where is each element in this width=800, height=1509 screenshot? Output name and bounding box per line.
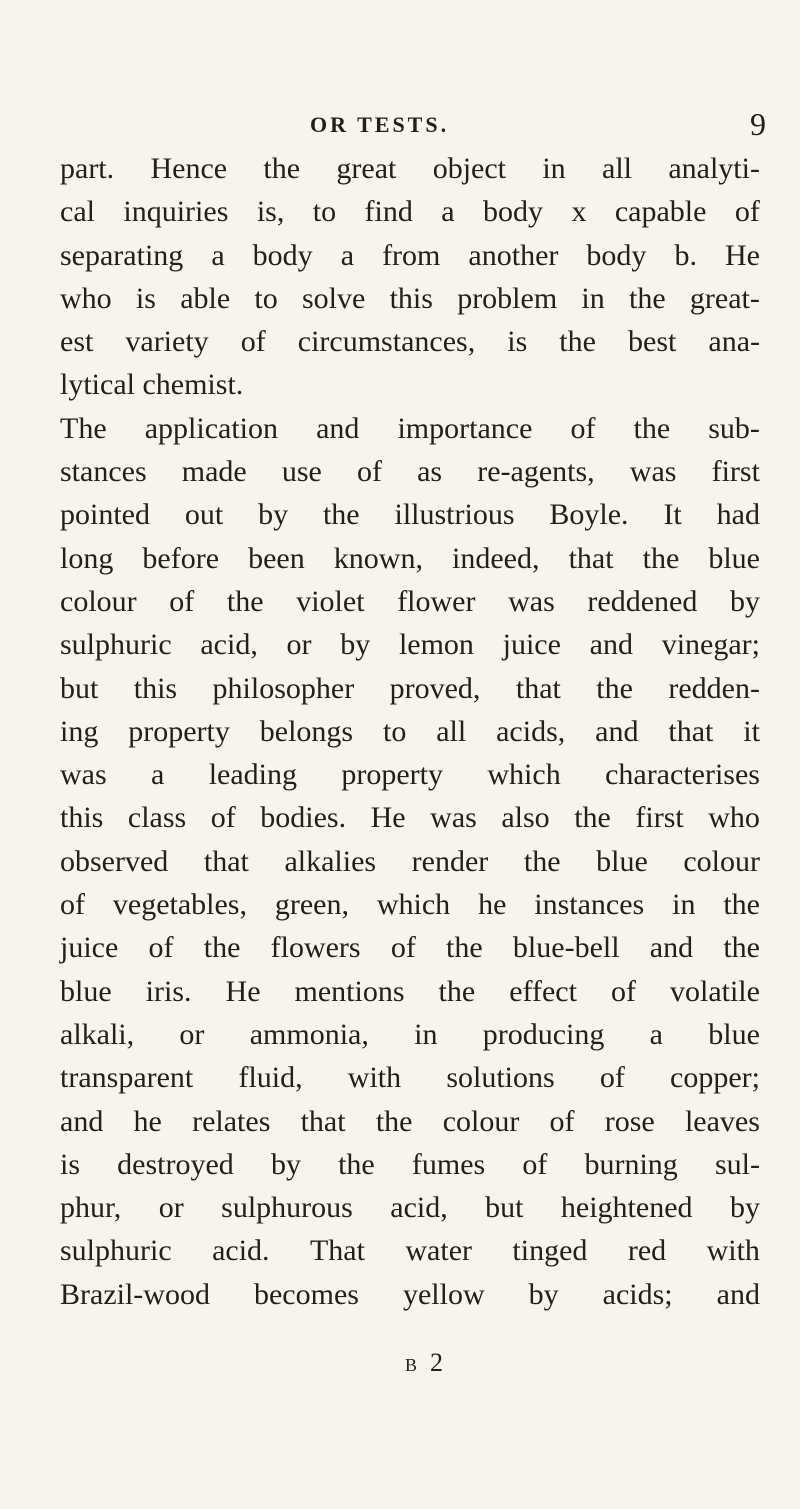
word: characterises (605, 758, 760, 792)
word: analyti- (668, 152, 760, 185)
word: He (724, 238, 760, 272)
word: the (322, 498, 360, 532)
word: was (508, 584, 555, 618)
word: find (364, 195, 413, 229)
text-line (60, 234, 760, 277)
word: burning (584, 1147, 678, 1181)
text-line (60, 1186, 760, 1229)
text-line (60, 1056, 760, 1099)
word: out (184, 498, 224, 532)
word: of (549, 1104, 575, 1138)
word: stances (60, 455, 147, 489)
word: Boyle. (549, 498, 629, 532)
word: by (729, 1191, 760, 1225)
word: of (522, 1147, 548, 1181)
word: blue-bell (512, 931, 620, 965)
word: great (336, 152, 397, 185)
text-line (60, 450, 760, 493)
word: is (507, 325, 528, 359)
word: of (169, 584, 195, 618)
word: That (309, 1234, 365, 1268)
word: est (60, 325, 94, 359)
text-line (60, 1273, 760, 1316)
word: it (743, 714, 760, 748)
word: transparent (60, 1061, 194, 1095)
word: variety (125, 325, 209, 359)
word: fluid, (238, 1061, 303, 1095)
text-line (60, 970, 760, 1013)
printer-signature-mark (405, 1348, 443, 1378)
word: re-agents, (477, 455, 595, 489)
word: or (286, 628, 312, 662)
word: body (586, 238, 647, 272)
word: b. (674, 238, 697, 272)
word: of (240, 325, 266, 359)
word: the (446, 931, 483, 965)
page-number: 9 (750, 106, 766, 142)
word: a (649, 1017, 663, 1051)
word: with (347, 1061, 402, 1095)
text-line (60, 580, 760, 623)
word: effect (509, 974, 577, 1008)
word: was (629, 455, 677, 489)
word: another (468, 238, 559, 272)
word: He (370, 801, 406, 835)
word: a (340, 238, 355, 272)
word: becomes (253, 1277, 359, 1311)
text-line (60, 320, 760, 363)
word: ing (60, 714, 99, 748)
word: vegetables, (112, 888, 247, 922)
word: leading (208, 758, 298, 792)
word: green, (274, 888, 349, 922)
word: as (417, 455, 443, 489)
word: or (158, 1191, 184, 1225)
word: that (515, 671, 561, 705)
word: this (133, 671, 178, 705)
word: part. (60, 152, 115, 185)
word: by (258, 498, 289, 532)
word: of (599, 1061, 625, 1095)
word: a (211, 238, 225, 272)
word: bodies. (260, 801, 347, 835)
word: in (672, 888, 696, 922)
word: acids, (496, 714, 566, 748)
body-text (60, 147, 760, 1316)
word: by (528, 1277, 559, 1311)
word: rose (604, 1104, 655, 1138)
word: and (589, 628, 633, 662)
word: render (411, 844, 489, 878)
word: ana- (708, 325, 760, 359)
word: of (60, 888, 85, 922)
word: iris. (145, 974, 192, 1008)
word: use (281, 455, 322, 489)
word: Brazil-wood (60, 1277, 210, 1311)
word: property (128, 714, 230, 748)
word: importance (397, 411, 533, 445)
word: reddened (587, 584, 698, 618)
text-line (60, 840, 760, 883)
word: to (382, 714, 407, 748)
word: the (226, 584, 264, 618)
word: sul- (714, 1147, 760, 1181)
word: volatile (669, 974, 760, 1008)
word: was (60, 758, 107, 792)
word: juice (60, 931, 119, 965)
word: application (144, 411, 278, 445)
word: but (485, 1191, 524, 1225)
word: colour (683, 844, 760, 878)
word: this (60, 801, 104, 835)
running-head (0, 106, 800, 152)
word: with (706, 1234, 760, 1268)
word: leaves (684, 1104, 760, 1138)
running-head-title: OR TESTS. (310, 112, 450, 137)
text-line (60, 926, 760, 969)
word: sulphuric (60, 628, 172, 662)
word: alkalies (284, 844, 377, 878)
word: philosopher (212, 671, 355, 705)
word: also (501, 801, 550, 835)
word: of (390, 931, 416, 965)
signature-number: 2 (430, 1348, 444, 1377)
word: which (376, 888, 451, 922)
word: fumes (411, 1147, 486, 1181)
word: solutions (446, 1061, 555, 1095)
word: to (254, 281, 278, 315)
word: destroyed (117, 1147, 234, 1181)
word: and (595, 714, 639, 748)
word: this (389, 281, 433, 315)
word: juice (502, 628, 561, 662)
word: the (574, 801, 611, 835)
text-line: lytical chemist. (60, 368, 244, 402)
word: first (635, 801, 684, 835)
word: body (252, 238, 313, 272)
word: x (571, 195, 587, 229)
text-line (60, 493, 760, 536)
word: yellow (402, 1277, 485, 1311)
text-line (60, 1100, 760, 1143)
word: the (559, 325, 596, 359)
word: colour (442, 1104, 520, 1138)
word: that (668, 714, 714, 748)
word: belongs (259, 714, 354, 748)
word: It (663, 498, 682, 532)
word: circumstances, (297, 325, 476, 359)
word: proved, (389, 671, 481, 705)
word: class (127, 801, 187, 835)
word: sulphurous (221, 1191, 353, 1225)
word: a (441, 195, 455, 229)
word: and (649, 931, 694, 965)
word: blue (60, 974, 112, 1008)
word: known, (333, 541, 423, 575)
word: capable (614, 195, 707, 229)
word: relates (192, 1104, 271, 1138)
word: was (430, 801, 477, 835)
text-line (60, 407, 760, 450)
word: colour (60, 584, 137, 618)
word: flower (397, 584, 476, 618)
word: tinged (512, 1234, 588, 1268)
word: able (180, 281, 231, 315)
word: he (133, 1104, 162, 1138)
word: and (60, 1104, 104, 1138)
word: of (610, 974, 636, 1008)
word: before (142, 541, 220, 575)
word: separating (60, 238, 184, 272)
word: the (629, 281, 666, 315)
word: He (225, 974, 261, 1008)
word: the (596, 671, 633, 705)
word: who (60, 281, 112, 315)
word: blue (708, 541, 760, 575)
word: alkali, (60, 1017, 135, 1051)
text-line (60, 277, 760, 320)
word: pointed (60, 498, 150, 532)
word: in (414, 1017, 438, 1051)
text-line (60, 190, 760, 233)
word: he (478, 888, 507, 922)
word: cal (60, 195, 95, 229)
word: which (487, 758, 561, 792)
text-line (60, 1143, 760, 1186)
word: copper; (670, 1061, 760, 1095)
word: to (312, 195, 337, 229)
word: lemon (398, 628, 474, 662)
word: water (405, 1234, 472, 1268)
text-line (60, 710, 760, 753)
text-line (60, 753, 760, 796)
word: blue (596, 844, 648, 878)
word: that (203, 844, 249, 878)
word: the (723, 931, 760, 965)
word: body (483, 195, 544, 229)
word: problem (457, 281, 558, 315)
word: ammonia, (249, 1017, 369, 1051)
word: The (60, 411, 107, 445)
word: the (438, 974, 476, 1008)
word: the (642, 541, 680, 575)
word: of (570, 411, 596, 445)
word: but (60, 671, 99, 705)
word: property (341, 758, 444, 792)
word: great- (689, 281, 760, 315)
word: first (711, 455, 760, 489)
text-line (60, 667, 760, 710)
word: blue (708, 1017, 760, 1051)
word: of (356, 455, 382, 489)
word: that (568, 541, 614, 575)
text-line (60, 1013, 760, 1056)
word: violet (296, 584, 365, 618)
signature-letter: B (405, 1355, 419, 1375)
word: by (270, 1147, 301, 1181)
word: is, (256, 195, 285, 229)
word: sulphuric (60, 1234, 172, 1268)
word: the (723, 888, 760, 922)
word: the (523, 844, 561, 878)
word: in (542, 152, 566, 185)
word: is (60, 1147, 81, 1181)
word: been (248, 541, 305, 575)
word: the (633, 411, 671, 445)
text-line (60, 883, 760, 926)
text-line (60, 537, 760, 580)
word: mentions (294, 974, 405, 1008)
word: in (581, 281, 605, 315)
word: of (148, 931, 174, 965)
word: producing (482, 1017, 605, 1051)
text-line (60, 623, 760, 666)
word: best (628, 325, 677, 359)
word: all (436, 714, 467, 748)
word: the (263, 152, 301, 185)
word: long (60, 541, 114, 575)
word: sub- (708, 411, 760, 445)
word: the (338, 1147, 375, 1181)
word: who (708, 801, 760, 835)
word: that (300, 1104, 346, 1138)
word: heightened (560, 1191, 693, 1225)
word: solve (302, 281, 366, 315)
word: a (151, 758, 165, 792)
word: observed (60, 844, 169, 878)
word: from (382, 238, 441, 272)
word: indeed, (452, 541, 540, 575)
word: by (730, 584, 760, 618)
word: acid, (200, 628, 258, 662)
word: of (210, 801, 236, 835)
text-line (60, 1229, 760, 1272)
word: vinegar; (661, 628, 760, 662)
word: had (716, 498, 760, 532)
word: flowers (270, 931, 361, 965)
word: of (734, 195, 760, 229)
word: by (340, 628, 371, 662)
word: phur, (60, 1191, 122, 1225)
text-line (60, 796, 760, 839)
word: the (375, 1104, 413, 1138)
word: inquiries (123, 195, 229, 229)
text-line (60, 147, 760, 190)
word: acid. (212, 1234, 270, 1268)
word: redden- (668, 671, 760, 705)
word: is (135, 281, 156, 315)
word: red (627, 1234, 667, 1268)
word: illustrious (394, 498, 515, 532)
word: made (181, 455, 247, 489)
word: all (602, 152, 633, 185)
word: object (432, 152, 507, 185)
word: instances (534, 888, 645, 922)
word: and (316, 411, 360, 445)
word: and (716, 1277, 760, 1311)
word: the (203, 931, 241, 965)
word: acid, (390, 1191, 448, 1225)
word: Hence (150, 152, 228, 185)
word: acids; (602, 1277, 673, 1311)
word: or (179, 1017, 205, 1051)
